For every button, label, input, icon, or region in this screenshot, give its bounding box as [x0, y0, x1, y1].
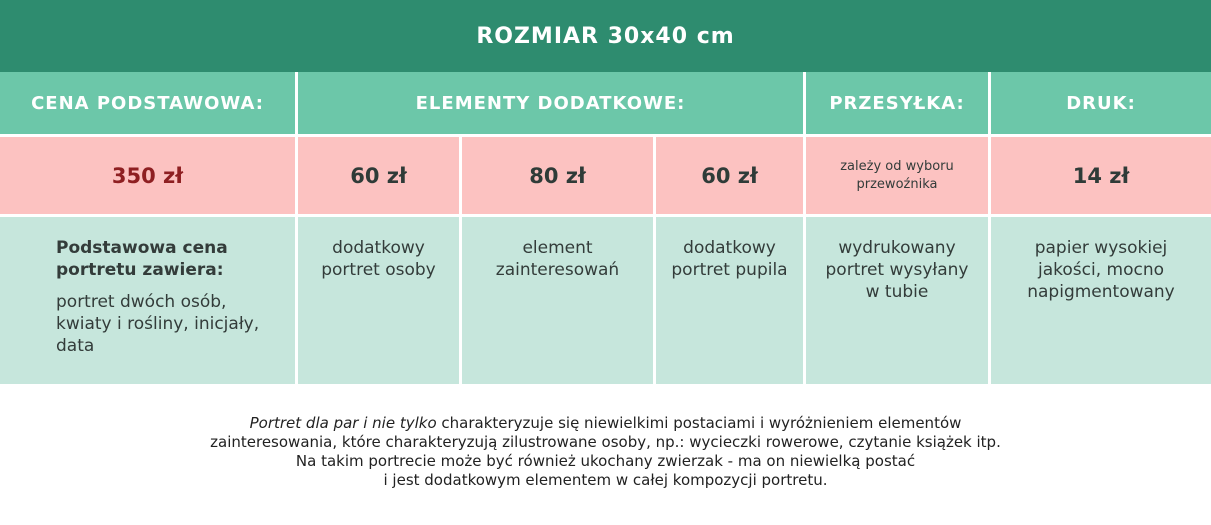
- desc-base-lead: Podstawowa cena portretu zawiera:: [56, 238, 228, 280]
- desc-shipping-text: wydrukowany portret wysyłany w tubie: [825, 238, 969, 302]
- desc-extra-interest: [462, 214, 656, 384]
- desc-extra-pet: [656, 214, 806, 384]
- footer-line-2: zainteresowania, które charakteryzują zilustrowane osoby, np.: wycieczki rowerowe, czytanie książek itp.: [210, 433, 1001, 451]
- desc-extra-person: [298, 214, 462, 384]
- header-print: DRUK:: [991, 72, 1211, 134]
- price-shipping: [806, 134, 991, 214]
- footer-emphasis: Portret dla par i nie tylko: [249, 414, 437, 432]
- desc-print: [991, 214, 1211, 384]
- desc-extra-pet-text: dodatkowy portret pupila: [671, 238, 788, 280]
- desc-extra-person-text: dodatkowy portret osoby: [321, 238, 436, 280]
- footer-line-4: i jest dodatkowym elementem w całej kompozycji portretu.: [383, 471, 828, 489]
- footer-line-1-rest: charakteryzuje się niewielkimi postaciami i wyróżnieniem elementów: [436, 414, 962, 432]
- desc-shipping: [806, 214, 991, 384]
- price-table: [0, 72, 1211, 384]
- header-shipping: PRZESYŁKA:: [806, 72, 991, 134]
- footer-line-3: Na takim portrecie może być również ukochany zwierzak - ma on niewielką postać: [295, 452, 916, 470]
- header-extras: ELEMENTY DODATKOWE:: [298, 72, 806, 134]
- desc-base-items: portret dwóch osób, kwiaty i rośliny, inicjały, data: [56, 292, 260, 356]
- footer-line-1: [0, 414, 1211, 433]
- price-print: 14 zł: [991, 134, 1211, 214]
- price-extra-person: 60 zł: [298, 134, 462, 214]
- table-title: ROZMIAR 30x40 cm: [0, 0, 1211, 72]
- price-base: 350 zł: [0, 134, 298, 214]
- price-extra-interest: 80 zł: [462, 134, 656, 214]
- header-base-price: CENA PODSTAWOWA:: [0, 72, 298, 134]
- price-extra-pet: 60 zł: [656, 134, 806, 214]
- desc-extra-interest-text: element zainteresowań: [495, 238, 620, 280]
- price-shipping-text: zależy od wyboru przewoźnika: [840, 158, 954, 192]
- footer-note: [0, 414, 1211, 490]
- desc-print-text: papier wysokiej jakości, mocno napigmentowany: [1027, 238, 1175, 302]
- desc-base: [0, 214, 298, 384]
